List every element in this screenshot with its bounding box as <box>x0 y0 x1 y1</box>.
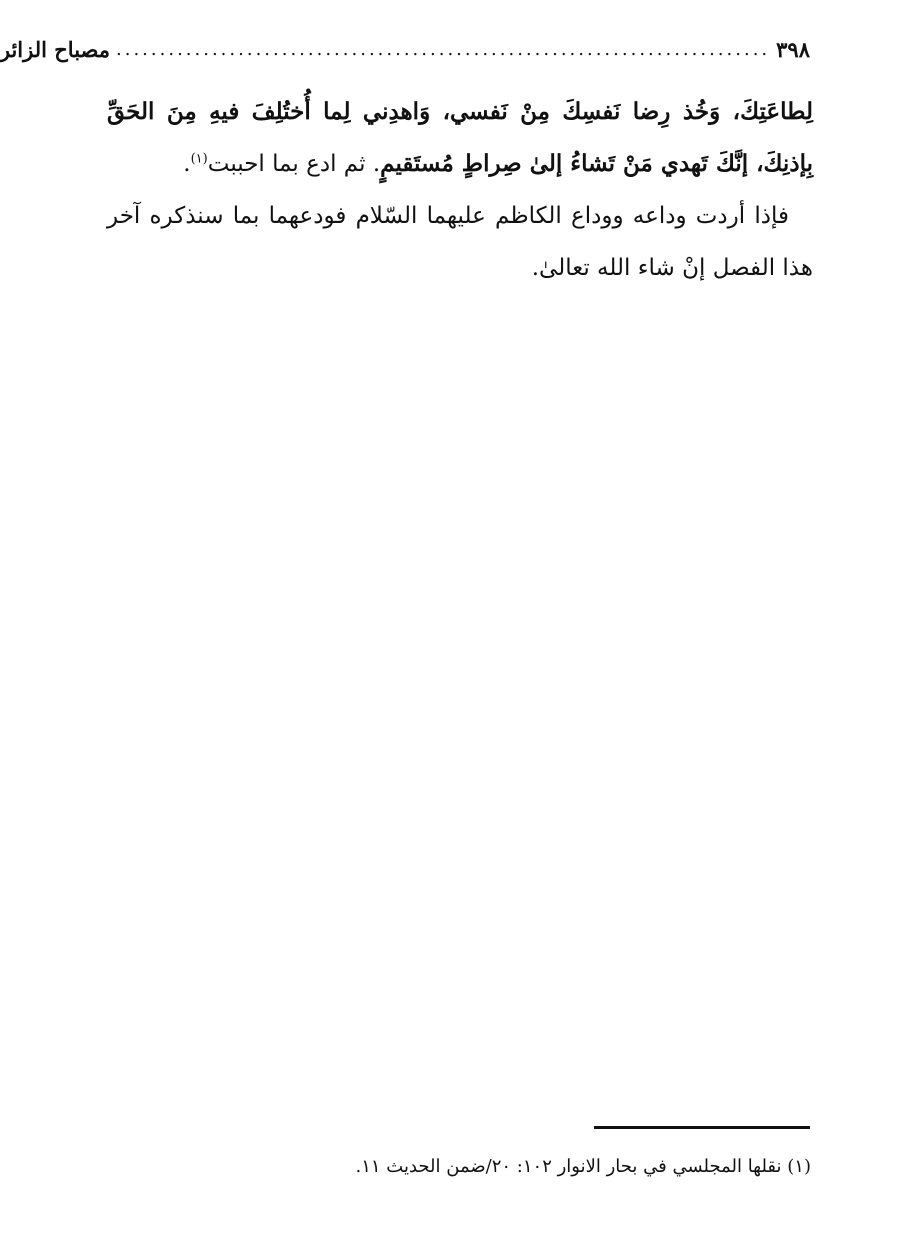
prayer-text: لِطاعَتِكَ، وَخُذ رِضا نَفسِكَ مِنْ نَفسي، وَاهدِني لِما أُختُلِفَ فيهِ مِنَ الحَقِّ بِإذنِكَ، إنَّكَ تَهدي مَنْ تَشاءُ إلىٰ صِراطٍ مُستَقيمٍ <box>107 98 813 177</box>
footnote-separator <box>594 1126 810 1129</box>
footnote-1: (١) نقلها المجلسي في بحار الانوار ١٠٢: ٢٠/ضمن الحديث ١١. <box>355 1156 811 1177</box>
footnote-reference: (١) <box>190 151 208 167</box>
instruction-text: . ثم ادع بما احببت <box>207 151 381 177</box>
header-dot-leader: ........................................................................... <box>116 38 771 60</box>
paragraph-farewell <box>107 190 813 294</box>
running-header <box>0 32 810 66</box>
body-text <box>107 86 813 294</box>
paragraph-prayer <box>107 86 813 190</box>
page-number: ٣٩٨ <box>776 36 810 62</box>
sentence-end: . <box>183 151 191 177</box>
farewell-text: فإذا أردت وداعه ووداع الكاظم عليهما السّلام فودعهما بما سنذكره آخر هذا الفصل إنْ شاء الله تعالىٰ. <box>107 203 813 281</box>
book-title: مصباح الزائر <box>0 36 111 62</box>
